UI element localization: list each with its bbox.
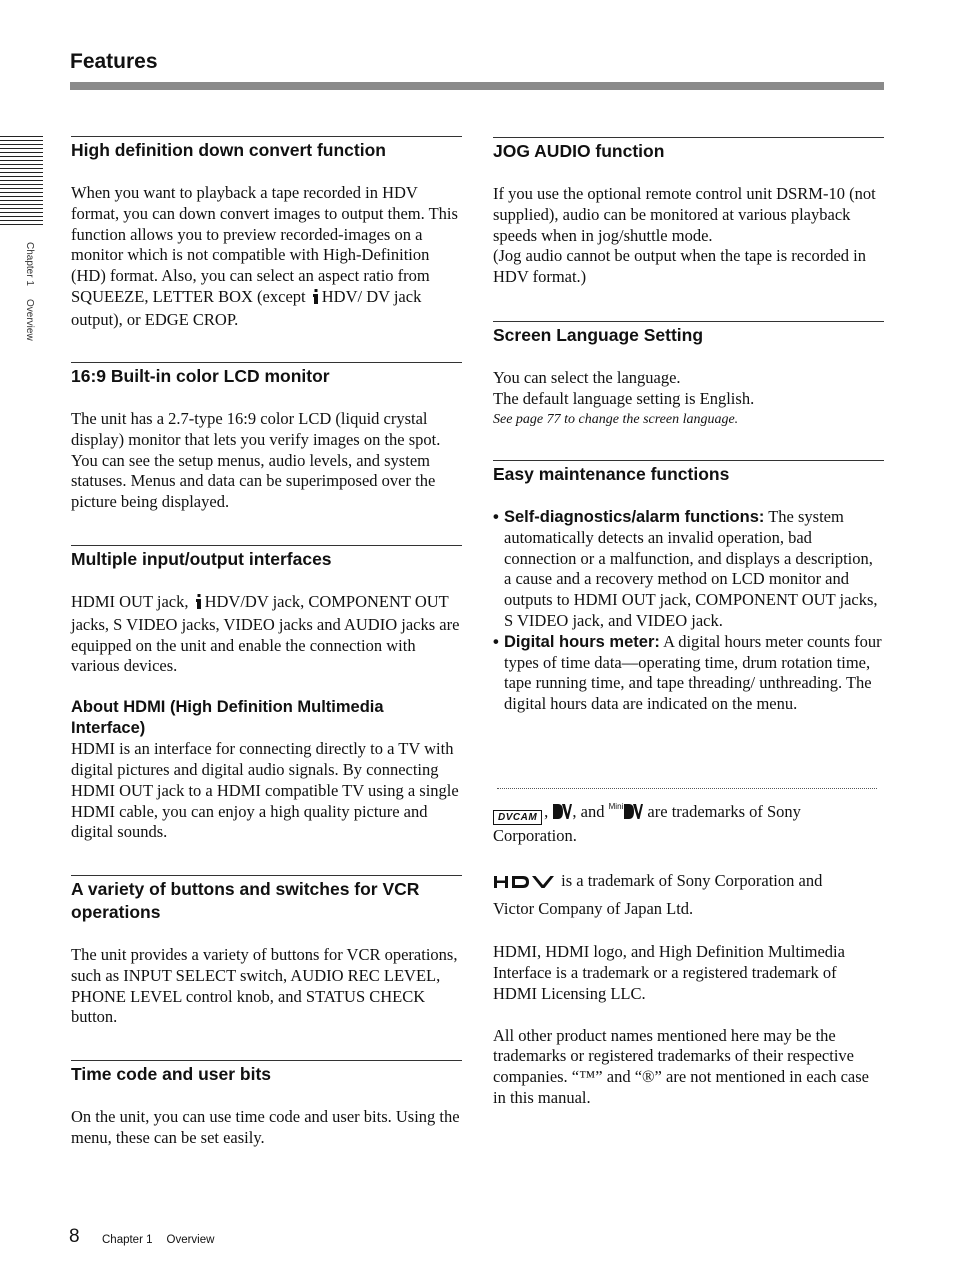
ilink-icon bbox=[195, 594, 203, 615]
section-body: The unit provides a variety of buttons for VCR operations, such as INPUT SELECT switch, AUDIO REC LEVEL, PHONE LEVEL control knob, and STATUS CHECK button. bbox=[71, 945, 458, 1027]
section-body: When you want to playback a tape recorded in HDV format, you can down convert images to output them. This function allows you to preview recorded-images on a monitor which is not compatible with High-Definition (HD) format. Also, you can select an aspect ratio from SQUEEZE, LETTER BOX (except HDV/ DV jack output), or EDGE CROP. bbox=[71, 183, 458, 329]
mini-dv-logo bbox=[623, 803, 643, 826]
bullet-lead: Digital hours meter: bbox=[504, 632, 660, 651]
bullet-item: • Self-diagnostics/alarm functions: The system automatically detects an invalid operation, bad connection or a malfunction, and displays a description, a cause and a recovery method on LCD monitor and outputs to HDMI OUT jack, COMPONENT OUT jacks, S VIDEO jack, and VIDEO jack. bbox=[493, 507, 878, 630]
mini-logo-text: Mini bbox=[608, 802, 624, 811]
section-heading: High definition down convert function bbox=[71, 140, 386, 160]
section-heading: JOG AUDIO function bbox=[493, 141, 665, 161]
footer-chapter bbox=[102, 1234, 214, 1246]
trademark-hdv-cont: Victor Company of Japan Ltd. bbox=[493, 899, 694, 919]
section-hd-down-convert bbox=[71, 136, 462, 331]
section-body: HDMI OUT jack, HDV/DV jack, COMPONENT OUT jacks, S VIDEO jacks, VIDEO jacks and AUDIO jacks are equipped on the unit and enable the connection with various devices. bbox=[71, 592, 460, 676]
page-number: 8 bbox=[69, 1226, 80, 1247]
section-lcd-monitor bbox=[71, 362, 462, 513]
section-rule bbox=[71, 362, 462, 363]
chapter-tab-stripes bbox=[0, 136, 43, 228]
section-heading: 16:9 Built-in color LCD monitor bbox=[71, 366, 330, 386]
section-body: The unit has a 2.7-type 16:9 color LCD (liquid crystal display) monitor that lets you verify images on the spot. You can see the setup menus, audio levels, and system statuses. Menus and data can be superimposed over the picture being displayed. bbox=[71, 409, 441, 512]
section-rule bbox=[71, 875, 462, 876]
section-body-default: The default language setting is English. bbox=[493, 388, 755, 408]
section-body-note: (Jog audio cannot be output when the tape is recorded in HDV format.) bbox=[493, 246, 866, 287]
footer-chapter-label: Chapter 1 bbox=[102, 1234, 153, 1246]
section-rule bbox=[71, 545, 462, 546]
footer-chapter-name: Overview bbox=[166, 1234, 215, 1246]
hdv-logo bbox=[493, 874, 557, 895]
section-time-code bbox=[71, 1060, 462, 1149]
section-trademarks bbox=[493, 788, 884, 1109]
section-body: You can select the language. bbox=[493, 368, 681, 387]
chapter-tab-name: Overview bbox=[24, 298, 35, 341]
title-bar bbox=[70, 82, 884, 90]
trademark-sony: DVCAM , , and $^{Mini}$ are trademarks of Sony Corporation. bbox=[493, 802, 801, 845]
section-rule bbox=[493, 460, 884, 461]
bullet-item: • Digital hours meter: A digital hours meter counts four types of time data—operating time, drum rotation time, tape running time, and tape threading/ unthreading. The digital hours data are indicated on the menu. bbox=[493, 631, 882, 714]
section-screen-language bbox=[493, 321, 884, 430]
bullet-text: The system automatically detects an invalid operation, bad connection or a malfunction, and displays a description, a cause and a recovery method on LCD monitor and outputs to HDMI OUT jack, COMPONENT OUT jacks, S VIDEO jack, and VIDEO jack. bbox=[504, 507, 878, 630]
trademark-hdmi: HDMI, HDMI logo, and High Definition Multimedia Interface is a trademark or a registered trademark of HDMI Licensing LLC. bbox=[493, 942, 845, 1003]
page-title: Features bbox=[70, 50, 158, 73]
section-rule bbox=[71, 1060, 462, 1061]
bullet-lead: Self-diagnostics/alarm functions: bbox=[504, 508, 765, 526]
section-heading: Screen Language Setting bbox=[493, 325, 704, 345]
chapter-tab-label bbox=[23, 242, 35, 354]
section-rule bbox=[493, 321, 884, 322]
trademark-hdv: is a trademark of Sony Corporation and bbox=[493, 871, 884, 895]
section-vcr-buttons bbox=[71, 875, 462, 1028]
trademark-other: All other product names mentioned here may be the trademarks or registered trademarks of their respective companies. “™” and “®” are not mentioned in each case in this manual. bbox=[493, 1025, 869, 1107]
page-reference: See page 77 to change the screen language. bbox=[493, 411, 739, 427]
ilink-icon bbox=[312, 289, 320, 310]
section-heading: Easy maintenance functions bbox=[493, 464, 730, 484]
dv-logo bbox=[552, 803, 572, 826]
sub-heading-hdmi: About HDMI (High Definition Multimedia Interface) bbox=[71, 698, 384, 738]
section-heading: Multiple input/output interfaces bbox=[71, 549, 332, 569]
section-jog-audio bbox=[493, 137, 884, 288]
section-rule bbox=[493, 137, 884, 138]
section-body: On the unit, you can use time code and user bits. Using the menu, these can be set easily. bbox=[71, 1107, 460, 1147]
section-heading: A variety of buttons and switches for VCR operations bbox=[71, 879, 420, 922]
section-io-interfaces bbox=[71, 545, 462, 843]
section-body: If you use the optional remote control unit DSRM-10 (not supplied), audio can be monitored at various playback speeds when in jog/shuttle mode. bbox=[493, 184, 876, 245]
section-maintenance bbox=[493, 460, 884, 715]
section-body-hdmi: HDMI is an interface for connecting directly to a TV with digital pictures and digital audio signals. By connecting HDMI OUT jack to a HDMI compatible TV using a single HDMI cable, you can enjoy a high quality picture and digital sounds. bbox=[71, 739, 459, 842]
section-heading: Time code and user bits bbox=[71, 1064, 272, 1084]
dvcam-logo: DVCAM bbox=[493, 810, 542, 825]
section-rule bbox=[71, 136, 462, 137]
bullet-text: A digital hours meter counts four types of time data—operating time, drum rotation time, tape running time, and tape threading/ unthreading. The digital hours data are indicated on the menu. bbox=[504, 631, 882, 714]
chapter-tab-chapter: Chapter 1 bbox=[24, 242, 35, 286]
